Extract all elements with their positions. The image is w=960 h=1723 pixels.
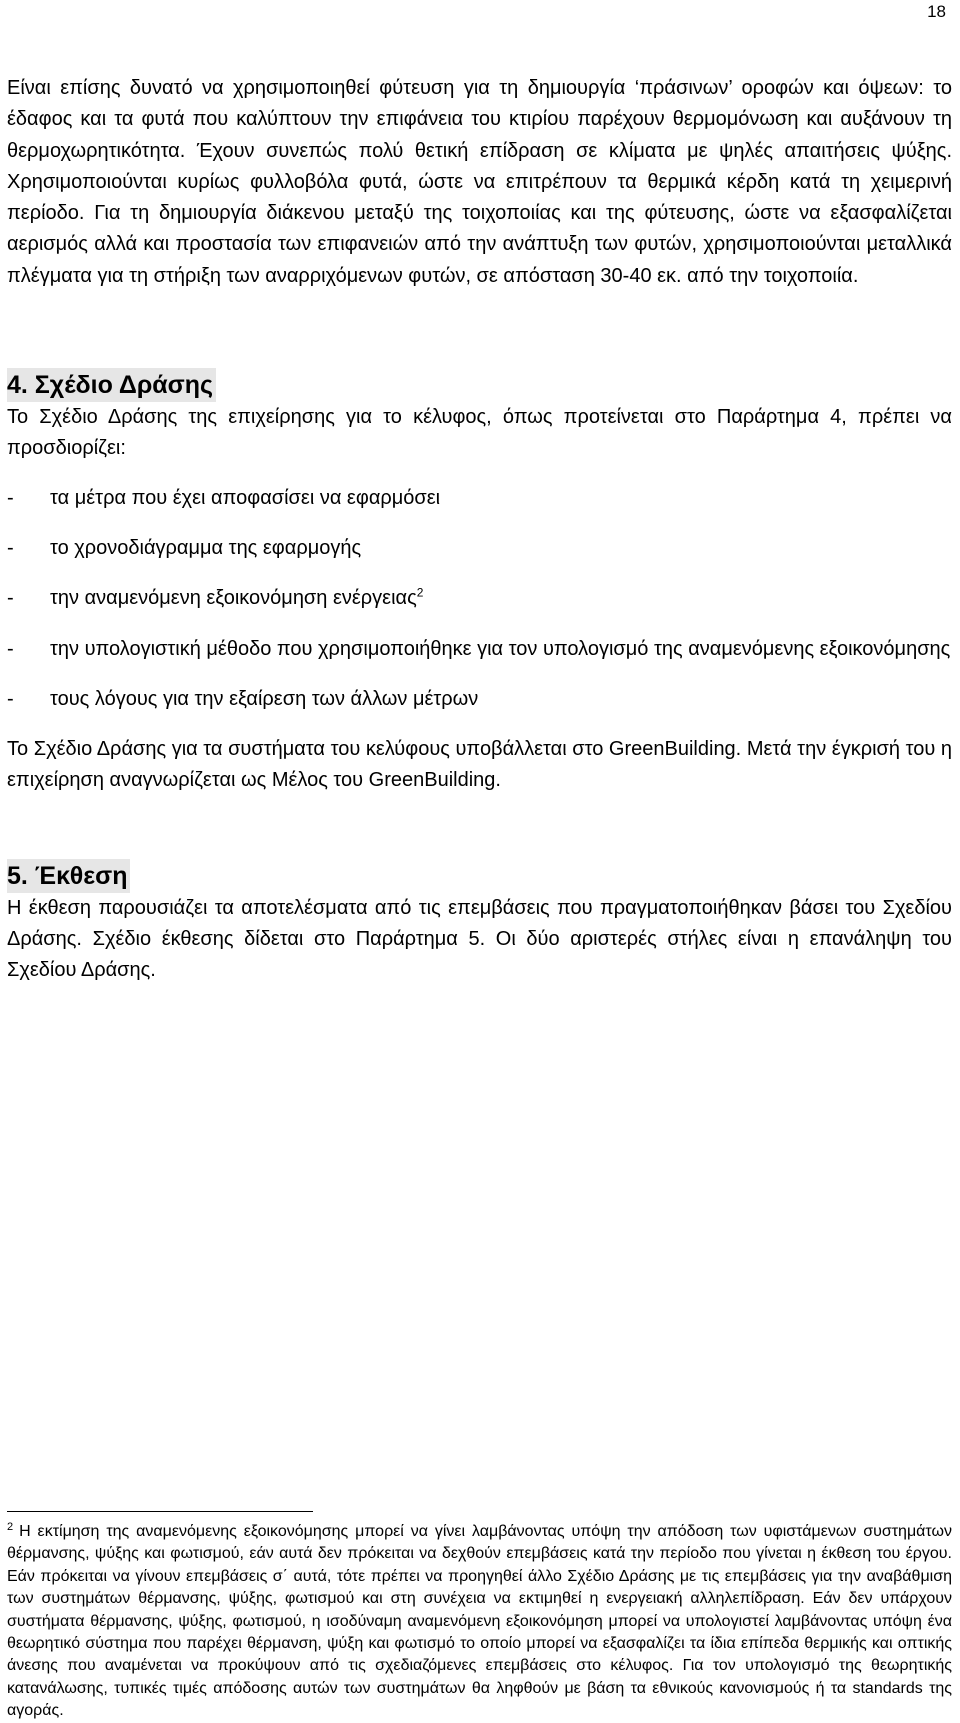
page-number: 18: [927, 2, 946, 21]
section-5-body: Η έκθεση παρουσιάζει τα αποτελέσματα από τις επεμβάσεις που πραγματοποιήθηκαν βάσει του Σχεδίου Δράσης. Σχέδιο έκθεσης δίδεται στο Παράρτημα 5. Οι δύο αριστερές στήλες είναι η επανάληψη του Σχεδίου Δράσης.: [7, 896, 952, 982]
list-item-text: τους λόγους για την εξαίρεση των άλλων μέτρων: [50, 687, 479, 710]
footnote-text: Η εκτίμηση της αναμενόμενης εξοικονόμησης μπορεί να γίνει λαμβάνοντας υπόψη την απόδοση των υφιστάμενων συστημάτων θέρμανσης, ψύξης και φωτισμού, εάν αυτά δεν πρόκειται να δεχθούν επεμβάσεις κατά την περίοδο που γίνεται η έκθεση του έργου. Εάν πρόκειται να γίνουν επεμβάσεις σ΄ αυτά, τότε πρέπει να προηγηθεί άλλο Σχέδιο Δράσης με τις επεμβάσεις για την αναβάθμιση των συστημάτων θέρμανσης, ψύξης, φωτισμού και στη συνέχεια να εκτιμηθεί η ενεργειακή αλληλεπίδραση. Εάν δεν υπάρχουν συστήματα θέρμανσης, ψύξης, φωτισμού, η ισοδύναμη αναμενόμενη εξοικονόμηση μπορεί να υπολογιστεί λαμβάνοντας υπόψη ένα θεωρητικό σύστημα που παρέχει θέρμανση, ψύξη και φωτισμό το οποίο μπορεί να εξασφαλίζει τα ίδια επίπεδα θερμικής και οπτικής άνεσης που αναμένεται να προκύψουν από τις σχεδιαζόμενες επεμβάσεις στο κέλυφος. Για τον υπολογισμό της θεωρητικής κατανάλωσης, τυπικές τιμές απόδοσης αυτών των συστημάτων θα ληφθούν με βάση τα εθνικούς κανονισμούς ή τα standards της αγοράς.: [7, 1523, 952, 1720]
section-5-heading-wrap: [7, 859, 952, 893]
list-item: [7, 483, 952, 514]
list-item: [7, 634, 952, 665]
section-4-closing: Το Σχέδιο Δράσης για τα συστήματα του κελύφους υποβάλλεται στο GreenBuilding. Μετά την έγκρισή του η επιχείρηση αναγνωρίζεται ως Μέλος του GreenBuilding.: [7, 738, 952, 792]
list-dash: -: [7, 687, 14, 710]
list-dash: -: [7, 587, 14, 610]
footnote-divider: [7, 1511, 313, 1512]
action-plan-list: [7, 483, 952, 715]
section-5-heading: 5. Έκθεση: [7, 859, 130, 893]
document-body: [7, 73, 952, 987]
list-item: [7, 533, 952, 564]
list-item-text: τα μέτρα που έχει αποφασίσει να εφαρμόσει: [50, 486, 441, 509]
footnote-marker: 2: [7, 1520, 14, 1533]
list-item: [7, 684, 952, 715]
list-item: [7, 583, 952, 614]
section-4-heading: 4. Σχέδιο Δράσης: [7, 368, 216, 402]
footnote-reference[interactable]: 2: [416, 585, 424, 600]
intro-paragraph: Είναι επίσης δυνατό να χρησιμοποιηθεί φύτευση για τη δημιουργία ‘πράσινων’ οροφών και όψεων: το έδαφος και τα φυτά που καλύπτουν την επιφάνεια του κτιρίου παρέχουν θερμομόνωση και αυξάνουν τη θερμοχωρητικότητα. Έχουν συνεπώς πολύ θετική επίδραση σε κλίματα με ψηλές απαιτήσεις ψύξης. Χρησιμοποιούνται κυρίως φυλλοβόλα φυτά, ώστε να επιτρέπουν τα θερμικά κέρδη κατά τη χειμερινή περίοδο. Για τη δημιουργία διάκενου μεταξύ της τοιχοποιίας και της φύτευσης, ώστε να εξασφαλίζεται αερισμός αλλά και προστασία των επιφανειών από την ανάπτυξη των φυτών, χρησιμοποιούνται μεταλλικά πλέγματα για τη στήριξη των αναρριχόμενων φυτών, σε απόσταση 30-40 εκ. από την τοιχοποιία.: [7, 77, 952, 287]
list-dash: -: [7, 486, 14, 509]
section-4-intro: Το Σχέδιο Δράσης της επιχείρησης για το κέλυφος, όπως προτείνεται στο Παράρτημα 4, πρέπει να προσδιορίζει:: [7, 406, 952, 460]
list-item-text: την αναμενόμενη εξοικονόμηση ενέργειας: [50, 587, 417, 610]
section-4-heading-wrap: [7, 368, 952, 402]
list-item-text: το χρονοδιάγραμμα της εφαρμογής: [50, 536, 362, 559]
list-dash: -: [7, 637, 14, 660]
footnote: [7, 1521, 952, 1723]
list-item-text: την υπολογιστική μέθοδο που χρησιμοποιήθηκε για τον υπολογισμό της αναμενόμενης εξοικονόμησης: [50, 637, 951, 660]
list-dash: -: [7, 536, 14, 559]
